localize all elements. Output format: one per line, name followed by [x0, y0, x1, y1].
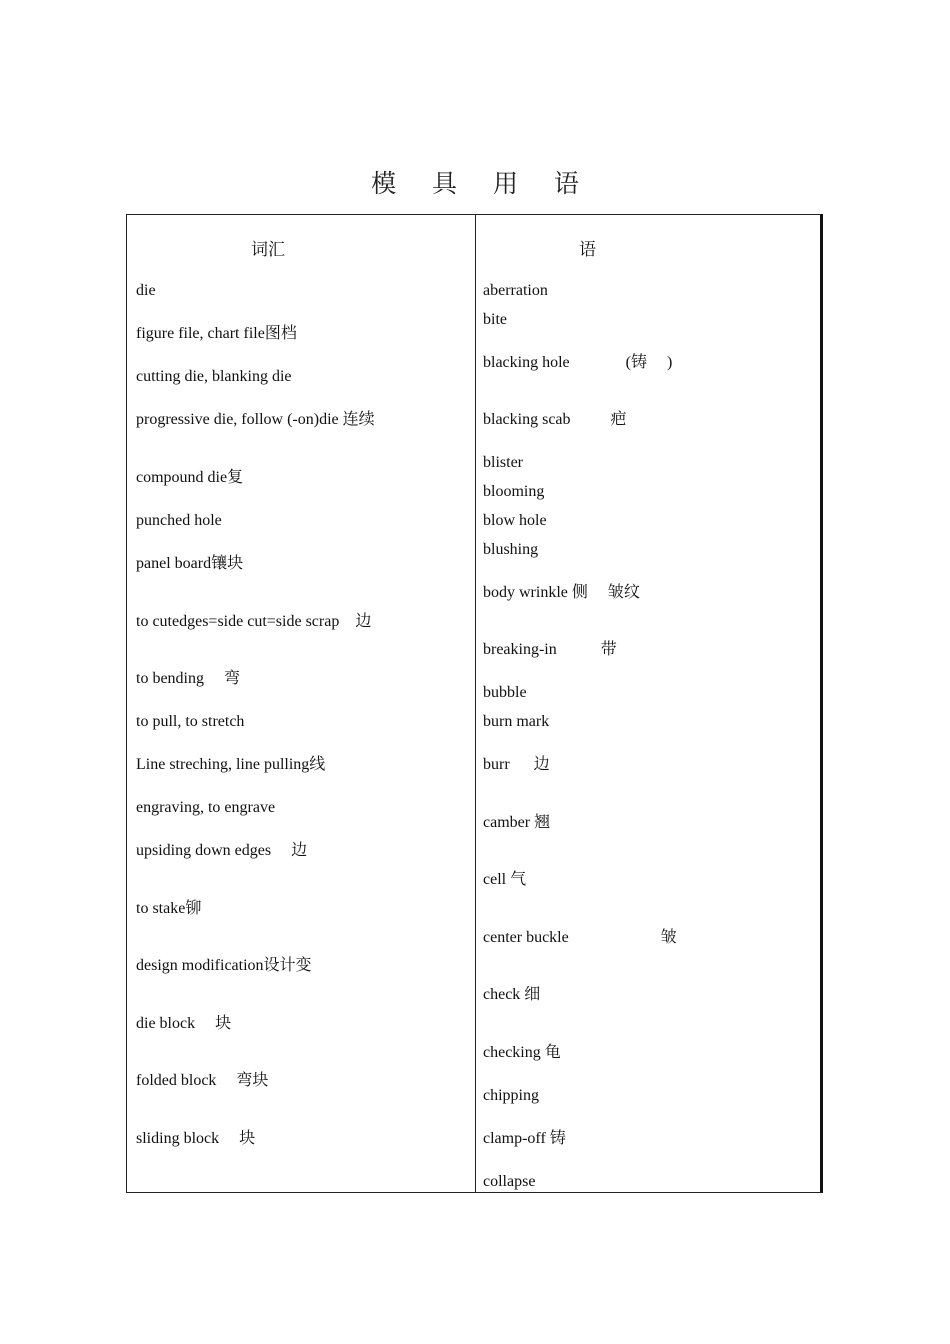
term-entry: burr 边: [483, 756, 550, 773]
term-entry: design modification设计变: [136, 957, 312, 974]
terms-column-header: 语: [579, 240, 596, 260]
term-entry: checking 龟: [483, 1044, 561, 1061]
term-entry: breaking-in 带: [483, 641, 617, 658]
term-entry: blacking hole (铸 ): [483, 354, 673, 371]
term-entry: blow hole: [483, 512, 547, 529]
term-entry: bubble: [483, 684, 527, 701]
term-entry: cell 气: [483, 871, 527, 888]
term-entry: panel board镶块: [136, 555, 244, 572]
term-entry: blushing: [483, 541, 539, 558]
term-entry: engraving, to engrave: [136, 799, 276, 816]
column-divider: [475, 215, 476, 1192]
term-entry: clamp-off 铸: [483, 1130, 566, 1147]
term-entry: compound die复: [136, 469, 244, 486]
term-entry: aberration: [483, 282, 548, 299]
glossary-table: [126, 214, 823, 1193]
term-entry: punched hole: [136, 512, 222, 529]
term-entry: collapse: [483, 1173, 536, 1190]
vocabulary-column-header: 词汇: [251, 240, 285, 260]
term-entry: cutting die, blanking die: [136, 368, 292, 385]
term-entry: die: [136, 282, 156, 299]
term-entry: die block 块: [136, 1015, 232, 1032]
term-entry: bite: [483, 311, 507, 328]
term-entry: blister: [483, 454, 523, 471]
term-entry: folded block 弯块: [136, 1072, 269, 1089]
term-entry: burn mark: [483, 713, 550, 730]
term-entry: sliding block 块: [136, 1130, 256, 1147]
term-entry: upsiding down edges 边: [136, 842, 308, 859]
term-entry: progressive die, follow (-on)die 连续: [136, 411, 375, 428]
term-entry: to cutedges=side cut=side scrap 边: [136, 613, 372, 630]
term-entry: body wrinkle 侧 皱纹: [483, 584, 640, 601]
term-entry: center buckle 皱: [483, 929, 677, 946]
term-entry: to pull, to stretch: [136, 713, 245, 730]
term-entry: to bending 弯: [136, 670, 240, 687]
term-entry: check 细: [483, 986, 541, 1003]
page-title: 模 具 用 语: [371, 169, 593, 198]
term-entry: blooming: [483, 483, 545, 500]
term-entry: camber 翘: [483, 814, 551, 831]
term-entry: figure file, chart file图档: [136, 325, 297, 342]
term-entry: to stake铆: [136, 900, 202, 917]
term-entry: chipping: [483, 1087, 539, 1104]
term-entry: blacking scab 疤: [483, 411, 627, 428]
term-entry: Line streching, line pulling线: [136, 756, 326, 773]
